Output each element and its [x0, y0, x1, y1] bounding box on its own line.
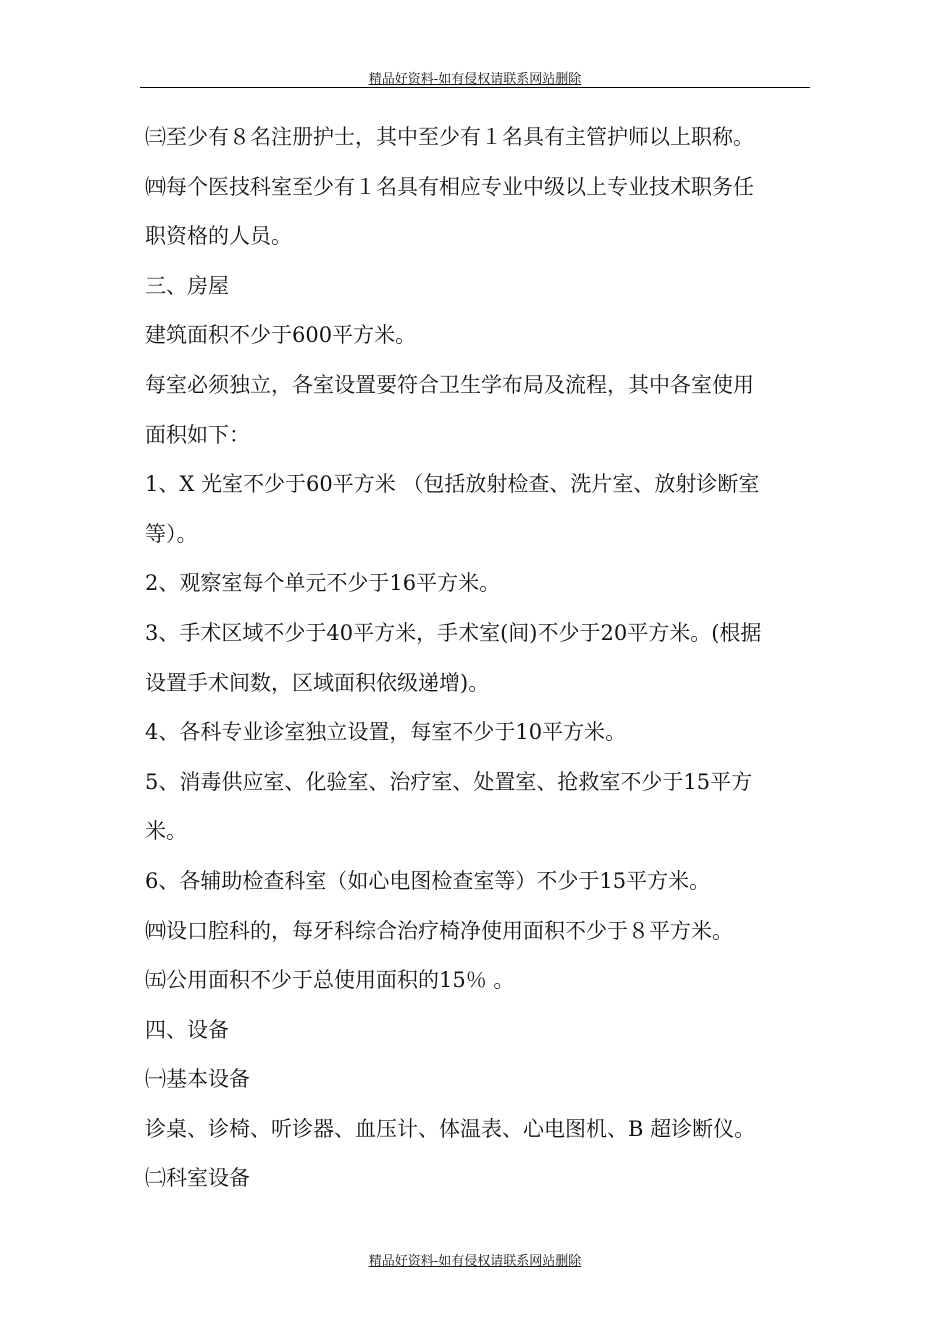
item-support-rooms-cont: 米。: [145, 819, 187, 844]
document-body: [145, 113, 810, 1204]
item-observation-room: 2、观察室每个单元不少于16平方米。: [145, 571, 501, 596]
line-public-area: ㈤公用面积不少于总使用面积的15％ 。: [145, 968, 515, 993]
line-staff-nurses: ㈢至少有８名注册护士，其中至少有１名具有主管护师以上职称。: [145, 125, 754, 149]
item-surgery-area: 3、手术区域不少于40平方米，手术室(间)不少于20平方米。(根据: [145, 620, 762, 645]
line-room-layout-cont: 面积如下：: [145, 422, 250, 447]
header-rule: [140, 87, 810, 88]
subheading-department-equipment: ㈡科室设备: [145, 1166, 250, 1191]
item-surgery-area-cont: 设置手术间数，区域面积依级递增)。: [145, 670, 490, 695]
subheading-basic-equipment: ㈠基本设备: [145, 1067, 250, 1092]
page-footer: 精品好资料-如有侵权请联系网站删除: [368, 1254, 582, 1269]
line-basic-equipment-list: 诊桌、诊椅、听诊器、血压计、体温表、心电图机、B 超诊断仪。: [145, 1116, 756, 1141]
line-dental: ㈣设口腔科的，每牙科综合治疗椅净使用面积不少于８平方米。: [145, 918, 733, 943]
line-medtech-staff: ㈣每个医技科室至少有１名具有相应专业中级以上专业技术职务任: [145, 174, 754, 199]
section-heading-equipment: 四、设备: [145, 1017, 229, 1042]
section-heading-housing: 三、房屋: [145, 273, 229, 298]
line-building-area: 建筑面积不少于600平方米。: [145, 323, 417, 348]
page-header: 精品好资料-如有侵权请联系网站删除: [368, 72, 582, 87]
item-consulting-rooms: 4、各科专业诊室独立设置，每室不少于10平方米。: [145, 720, 627, 745]
item-xray-room-cont: 等）。: [145, 521, 198, 546]
line-medtech-staff-cont: 职资格的人员。: [145, 224, 292, 249]
item-xray-room: 1、X 光室不少于60平方米 （包括放射检查、洗片室、放射诊断室: [145, 472, 760, 497]
item-support-rooms: 5、消毒供应室、化验室、治疗室、处置室、抢救室不少于15平方: [145, 769, 753, 794]
item-auxiliary-exam-rooms: 6、各辅助检查科室（如心电图检查室等）不少于15平方米。: [145, 868, 711, 893]
line-room-layout: 每室必须独立，各室设置要符合卫生学布局及流程，其中各室使用: [145, 372, 754, 397]
